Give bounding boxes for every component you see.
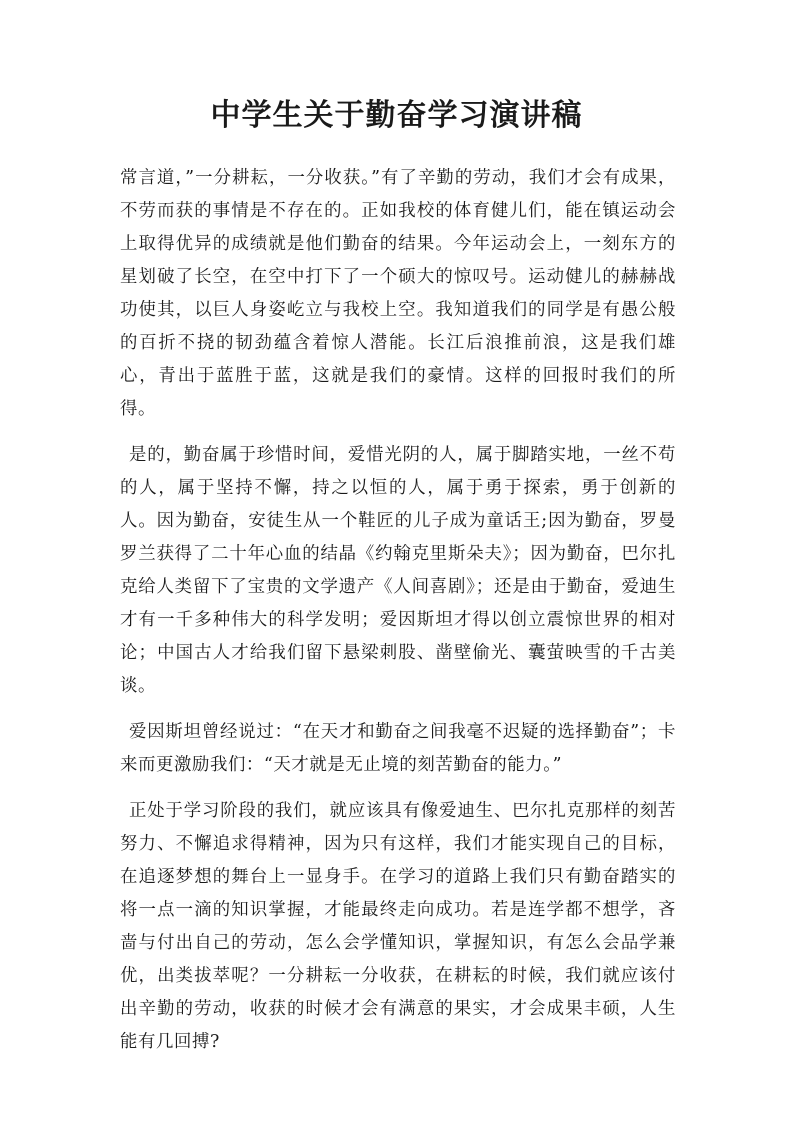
document-title: 中学生关于勤奋学习演讲稿 — [210, 98, 583, 133]
paragraph-4: 正处于学习阶段的我们，就应该具有像爱迪生、巴尔扎克那样的刻苦努力、不懈追求得精神，因为只有这样，我们才能实现自己的目标，在追逐梦想的舞台上一显身手。在学习的道路上我们只有勤奋踏实的将一点一滴的知识掌握，才能最终走向成功。若是连学都不想学，吝啬与付出自己的劳动，怎么会学懂知识，掌握知识，有怎么会品学兼优，出类拔萃呢？一分耕耘一分收获，在耕耘的时候，我们就应该付出辛勤的劳动，收获的时候才会有满意的果实，才会成果丰硕，人生能有几回搏? — [120, 801, 676, 1052]
document-body — [120, 162, 676, 1072]
paragraph-3: 爱因斯坦曾经说过：“在天才和勤奋之间我毫不迟疑的选择勤奋”；卡来而更激励我们：“天才就是无止境的刻苦勤奋的能力。” — [120, 722, 676, 775]
paragraph-2: 是的，勤奋属于珍惜时间，爱惜光阴的人，属于脚踏实地，一丝不苟的人，属于坚持不懈，持之以恒的人，属于勇于探索，勇于创新的人。因为勤奋，安徒生从一个鞋匠的儿子成为童话王;因为勤奋，罗曼罗兰获得了二十年心血的结晶《约翰克里斯朵夫》；因为勤奋，巴尔扎克给人类留下了宝贵的文学遗产《人间喜剧》；还是由于勤奋，爱迪生才有一千多种伟大的科学发明；爱因斯坦才得以创立震惊世界的相对论；中国古人才给我们留下悬梁刺股、凿壁偷光、囊萤映雪的千古美谈。 — [120, 445, 676, 696]
paragraph-1: 常言道，”一分耕耘，一分收获。”有了辛勤的劳动，我们才会有成果，不劳而获的事情是不存在的。正如我校的体育健儿们，能在镇运动会上取得优异的成绩就是他们勤奋的结果。今年运动会上，一刻东方的星划破了长空，在空中打下了一个硕大的惊叹号。运动健儿的赫赫战功使其，以巨人身姿屹立与我校上空。我知道我们的同学是有愚公般的百折不挠的韧劲蕴含着惊人潜能。长江后浪推前浪，这是我们雄心，青出于蓝胜于蓝，这就是我们的豪情。这样的回报时我们的所得。 — [120, 168, 676, 419]
